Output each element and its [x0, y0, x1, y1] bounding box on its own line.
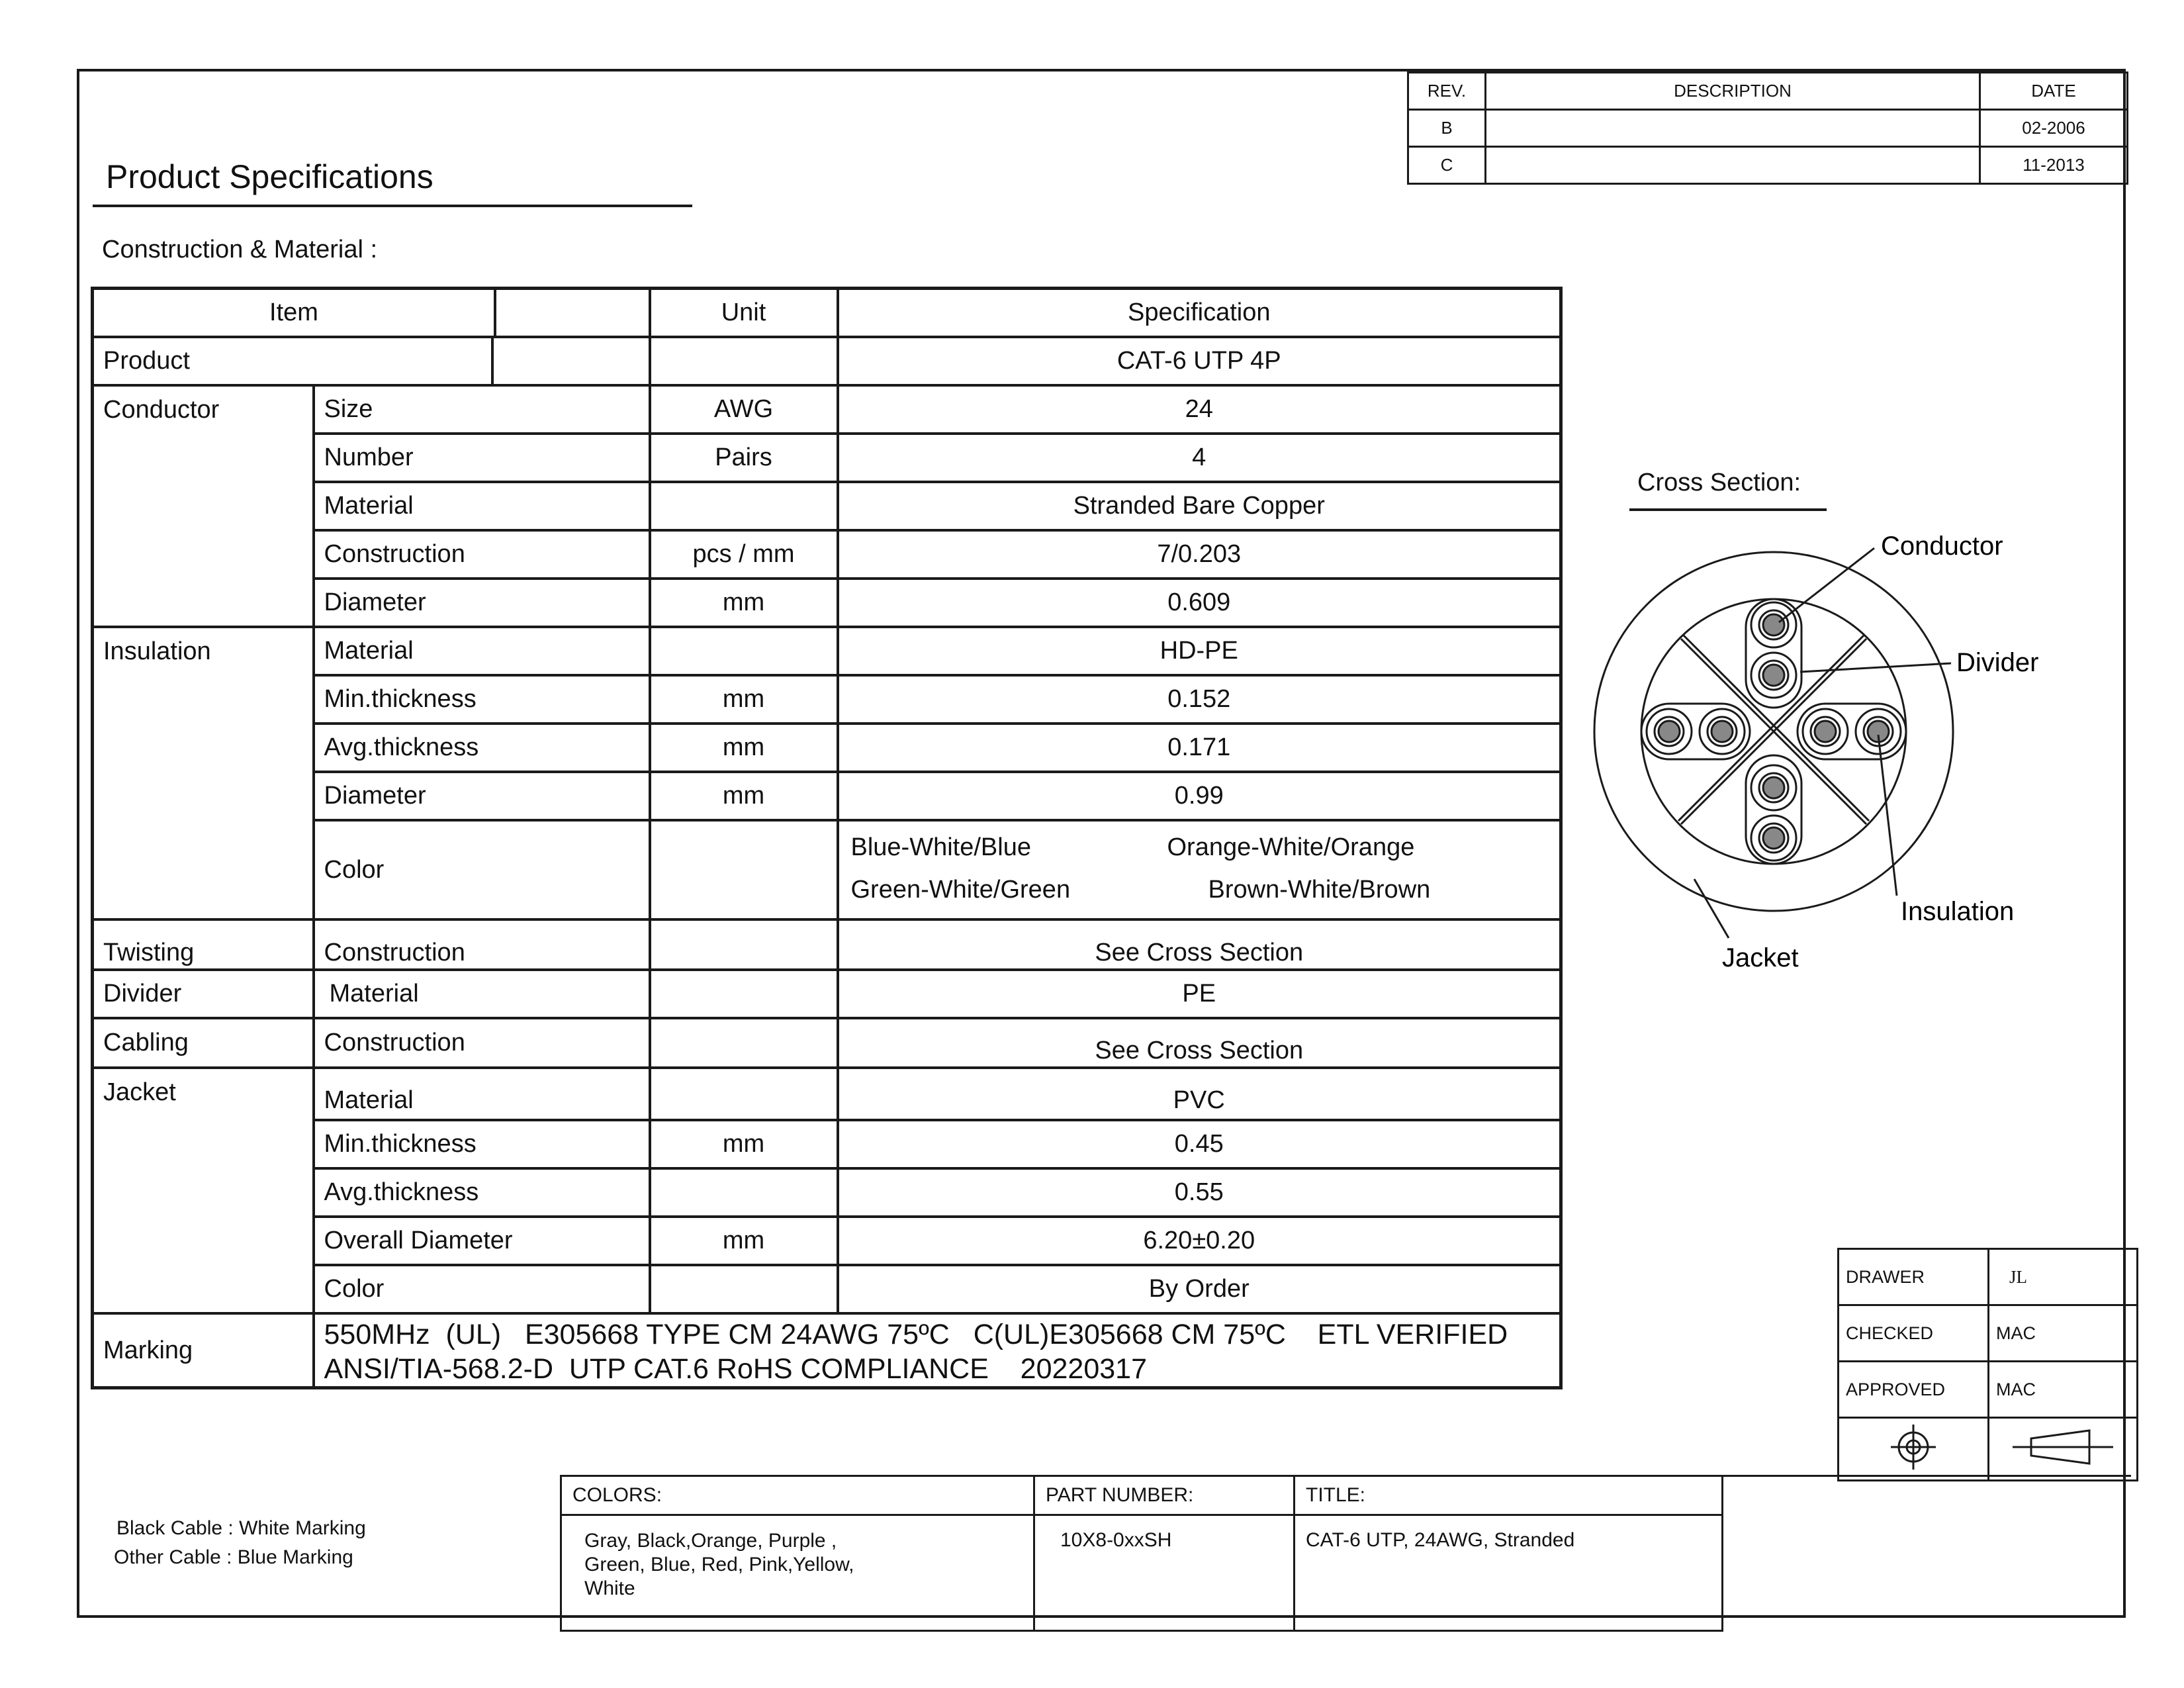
- item-cell: Diameter: [314, 772, 650, 820]
- signoff-name: MAC: [1989, 1362, 2138, 1418]
- spec-cell: See Cross Section: [838, 919, 1561, 970]
- signoff-row: [1839, 1305, 2138, 1362]
- title-block-header-row: [561, 1476, 2132, 1515]
- product-row: [93, 337, 1561, 385]
- spec-cell: PE: [838, 970, 1561, 1018]
- part-number-header: PART NUMBER:: [1034, 1476, 1295, 1515]
- color-pair: Orange-White/Orange: [1167, 833, 1415, 861]
- unit-cell: AWG: [650, 385, 838, 434]
- unit-cell: Pairs: [650, 434, 838, 482]
- marking-row: [93, 1313, 1561, 1388]
- cross-section-label: Cross Section:: [1637, 469, 1801, 496]
- color-spec-cell: [838, 820, 1561, 919]
- title-block-table: [560, 1475, 2131, 1632]
- signoff-role: DRAWER: [1839, 1249, 1989, 1305]
- jacket-group: Jacket: [93, 1068, 314, 1313]
- jacket-leader-line: [1694, 879, 1729, 938]
- item-cell: Construction: [314, 530, 650, 579]
- spec-header-row: [93, 289, 1561, 338]
- marking-group: Marking: [93, 1313, 314, 1388]
- blank-cell: [494, 338, 649, 384]
- divider-callout: Divider: [1956, 648, 2039, 677]
- spec-cell: 0.45: [838, 1120, 1561, 1168]
- unit-cell: [650, 970, 838, 1018]
- divider-leader-line: [1800, 663, 1951, 672]
- unit-header: Unit: [650, 289, 838, 338]
- twisting-group: Twisting: [93, 919, 314, 970]
- insulation-leader-line: [1878, 735, 1897, 896]
- conductor-callout: Conductor: [1881, 532, 2003, 561]
- spec-cell: 0.609: [838, 579, 1561, 627]
- signoff-table: [1837, 1248, 2138, 1481]
- unit-cell: mm: [650, 772, 838, 820]
- revision-row: [1408, 147, 2128, 184]
- product-spec: CAT-6 UTP 4P: [838, 337, 1561, 385]
- conductor-group-top: [1751, 602, 1796, 698]
- projection-symbols-row: [1839, 1418, 2138, 1481]
- unit-cell: mm: [650, 675, 838, 724]
- item-cell: Number: [314, 434, 650, 482]
- cross-section-underline: [1629, 508, 1827, 511]
- description-cell: [1486, 147, 1980, 184]
- item-header: Item: [94, 290, 496, 336]
- spec-cell: 7/0.203: [838, 530, 1561, 579]
- title-header: TITLE:: [1295, 1476, 1723, 1515]
- item-cell: Diameter: [314, 579, 650, 627]
- signoff-role: CHECKED: [1839, 1305, 1989, 1362]
- conductor-group-left: [1647, 709, 1745, 754]
- colors-header: COLORS:: [561, 1476, 1034, 1515]
- item-cell: Construction: [314, 1018, 650, 1068]
- item-cell: Material: [314, 1068, 650, 1120]
- revision-row: [1408, 110, 2128, 147]
- unit-cell: mm: [650, 724, 838, 772]
- item-header-cell: [93, 289, 650, 338]
- unit-cell: mm: [650, 579, 838, 627]
- date-header: DATE: [1980, 73, 2128, 110]
- unit-cell: [650, 1018, 838, 1068]
- unit-cell: [650, 1068, 838, 1120]
- page-title: Product Specifications: [106, 158, 433, 195]
- product-label: Product: [94, 338, 494, 384]
- unit-cell: [650, 820, 838, 919]
- projection-cone-icon: [2010, 1424, 2116, 1470]
- marking-note: Other Cable : Blue Marking: [114, 1546, 353, 1568]
- spec-cell: By Order: [838, 1265, 1561, 1313]
- marking-text-cell: [314, 1313, 1561, 1388]
- cabling-row: [93, 1018, 1561, 1068]
- rev-cell: B: [1408, 110, 1486, 147]
- title-value: CAT-6 UTP, 24AWG, Stranded: [1295, 1515, 1723, 1631]
- spec-cell: 0.171: [838, 724, 1561, 772]
- item-cell: Avg.thickness: [314, 724, 650, 772]
- item-cell: Min.thickness: [314, 675, 650, 724]
- projection-circle-icon: [1887, 1421, 1940, 1474]
- item-cell: Avg.thickness: [314, 1168, 650, 1217]
- unit-cell: [650, 1168, 838, 1217]
- item-cell: Size: [314, 385, 650, 434]
- unit-cell: [650, 482, 838, 530]
- insulation-row: [93, 627, 1561, 675]
- revision-table: [1407, 71, 2128, 185]
- spec-cell: 0.55: [838, 1168, 1561, 1217]
- spec-cell: 0.99: [838, 772, 1561, 820]
- signoff-name: JL: [1989, 1249, 2138, 1305]
- insulation-group: Insulation: [93, 627, 314, 919]
- item-cell: Construction: [314, 919, 650, 970]
- spec-cell: See Cross Section: [838, 1018, 1561, 1068]
- marking-note: Black Cable : White Marking: [116, 1517, 366, 1539]
- signoff-role: APPROVED: [1839, 1362, 1989, 1418]
- item-cell: Material: [314, 482, 650, 530]
- color-pair: Green-White/Green: [850, 876, 1071, 904]
- product-cell: [93, 337, 650, 385]
- signoff-row: [1839, 1249, 2138, 1305]
- signoff-name: MAC: [1989, 1305, 2138, 1362]
- color-pair: Blue-White/Blue: [850, 833, 1031, 861]
- jacket-callout: Jacket: [1722, 943, 1799, 972]
- description-header: DESCRIPTION: [1486, 73, 1980, 110]
- item-cell: Material: [314, 627, 650, 675]
- spec-table: [91, 287, 1563, 1389]
- unit-cell: [650, 919, 838, 970]
- item-cell: Color: [314, 1265, 650, 1313]
- projection-symbol-cell: [1989, 1418, 2138, 1481]
- description-cell: [1486, 110, 1980, 147]
- section-label: Construction & Material :: [102, 236, 378, 263]
- conductor-group: Conductor: [93, 385, 314, 627]
- divider-group: Divider: [93, 970, 314, 1018]
- marking-line-2: ANSI/TIA-568.2-D UTP CAT.6 RoHS COMPLIANCE 20220317: [324, 1353, 1147, 1385]
- colors-value: Gray, Black,Orange, Purple , Green, Blue, Red, Pink,Yellow, White: [561, 1515, 1034, 1631]
- cabling-group: Cabling: [93, 1018, 314, 1068]
- marking-line-1: 550MHz (UL) E305668 TYPE CM 24AWG 75ºC C(UL)E305668 CM 75ºC ETL VERIFIED: [324, 1319, 1508, 1350]
- item-cell: Color: [314, 820, 650, 919]
- title-underline: [93, 205, 692, 207]
- rev-cell: C: [1408, 147, 1486, 184]
- spec-cell: 4: [838, 434, 1561, 482]
- cable-cross-section-diagram: [1575, 516, 2078, 993]
- spec-cell: 6.20±0.20: [838, 1217, 1561, 1265]
- unit-cell: [650, 337, 838, 385]
- conductor-group-right: [1803, 709, 1901, 754]
- specification-header: Specification: [838, 289, 1561, 338]
- unit-cell: mm: [650, 1217, 838, 1265]
- unit-cell: [650, 627, 838, 675]
- item-cell: Min.thickness: [314, 1120, 650, 1168]
- conductor-group-bottom: [1751, 765, 1796, 861]
- signoff-row: [1839, 1362, 2138, 1418]
- unit-cell: [650, 1265, 838, 1313]
- spec-cell: 24: [838, 385, 1561, 434]
- blank-header: [496, 290, 649, 336]
- item-cell: Overall Diameter: [314, 1217, 650, 1265]
- date-cell: 11-2013: [1980, 147, 2128, 184]
- twisting-row: [93, 919, 1561, 970]
- projection-symbol-cell: [1839, 1418, 1989, 1481]
- item-cell: Material: [314, 970, 650, 1018]
- spec-cell: 0.152: [838, 675, 1561, 724]
- insulation-callout: Insulation: [1901, 897, 2015, 926]
- part-number-value: 10X8-0xxSH: [1034, 1515, 1295, 1631]
- color-pair: Brown-White/Brown: [1208, 876, 1431, 904]
- unit-cell: pcs / mm: [650, 530, 838, 579]
- date-cell: 02-2006: [1980, 110, 2128, 147]
- conductor-row: [93, 385, 1561, 434]
- revision-header-row: [1408, 73, 2128, 110]
- spec-cell: Stranded Bare Copper: [838, 482, 1561, 530]
- rev-header: REV.: [1408, 73, 1486, 110]
- divider-row: [93, 970, 1561, 1018]
- blank-title-cell: [1723, 1476, 2132, 1631]
- jacket-row: [93, 1068, 1561, 1120]
- spec-cell: PVC: [838, 1068, 1561, 1120]
- unit-cell: mm: [650, 1120, 838, 1168]
- spec-cell: HD-PE: [838, 627, 1561, 675]
